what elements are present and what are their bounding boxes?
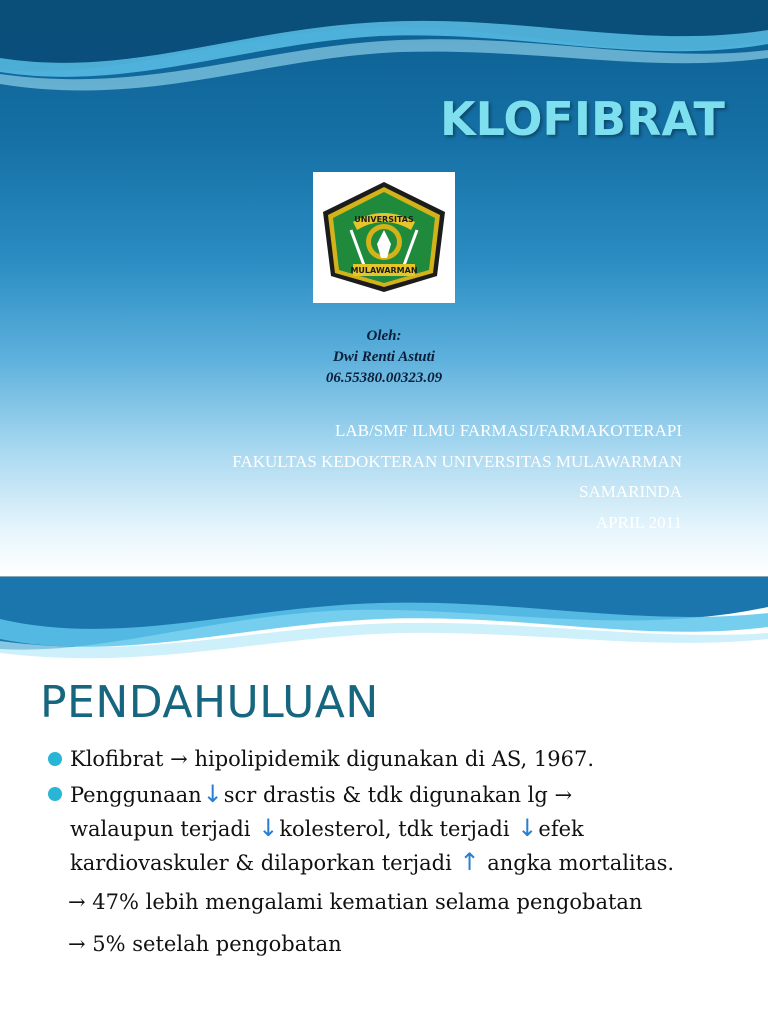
sub-point-1 [46, 882, 746, 922]
up-arrow-icon: ↑ [459, 848, 480, 876]
bullet-2-text-5: efek kardiovaskuler & dilaporkan terjadi [70, 817, 584, 875]
bullet-1-text-a: Klofibrat [70, 747, 171, 771]
bullet-dot-icon [48, 787, 62, 801]
down-arrow-icon: ↓ [258, 814, 279, 842]
sub-point-1-text: 47% lebih mengalami kematian selama pengobatan [85, 890, 643, 914]
university-logo [313, 172, 455, 303]
author-id: 06.55380.00323.09 [325, 370, 443, 386]
intro-slide [0, 576, 768, 1025]
right-arrow-icon: → [554, 783, 573, 807]
institution-line-4: APRIL 2011 [595, 512, 682, 532]
bullet-1 [46, 743, 746, 776]
wave-decoration-2 [0, 577, 768, 667]
institution-line-1: LAB/SMF ILMU FARMASI/FARMAKOTERAPI [335, 421, 682, 440]
bullet-2-text-4: kolesterol, tdk terjadi [279, 817, 517, 841]
author-block [284, 326, 484, 389]
university-crest-icon [313, 172, 455, 303]
bullet-2-text-1: Penggunaan [70, 783, 202, 807]
right-arrow-icon: → [68, 890, 86, 914]
institution-line-2: FAKULTAS KEDOKTERAN UNIVERSITAS MULAWARMAN [232, 451, 682, 471]
author-name: Dwi Renti Astuti [333, 349, 435, 365]
svg-text:MULAWARMAN: MULAWARMAN [350, 266, 418, 275]
svg-text:UNIVERSITAS: UNIVERSITAS [354, 215, 414, 224]
down-arrow-icon: ↓ [202, 780, 223, 808]
down-arrow-icon: ↓ [517, 814, 538, 842]
right-arrow-icon: → [170, 747, 188, 771]
sub-point-2-text: 5% setelah pengobatan [85, 932, 342, 956]
author-label: Oleh: [366, 328, 402, 344]
slide-content [46, 743, 746, 964]
bullet-2-text-6: angka mortalitas. [480, 851, 675, 875]
bullet-dot-icon [48, 752, 62, 766]
sub-point-2 [46, 924, 746, 964]
bullet-1-text-b: hipolipidemik digunakan di AS, 1967. [187, 747, 594, 771]
section-title: PENDAHULUAN [40, 677, 379, 728]
bullet-2 [46, 778, 746, 880]
right-arrow-icon: → [68, 932, 86, 956]
bullet-2-text-2: scr drastis & tdk digunakan lg [223, 783, 555, 807]
institution-line-3: SAMARINDA [579, 482, 682, 501]
institution-block [232, 416, 682, 538]
slide-title: KLOFIBRAT [440, 92, 725, 146]
bullet-2-text-3: walaupun terjadi [70, 817, 258, 841]
